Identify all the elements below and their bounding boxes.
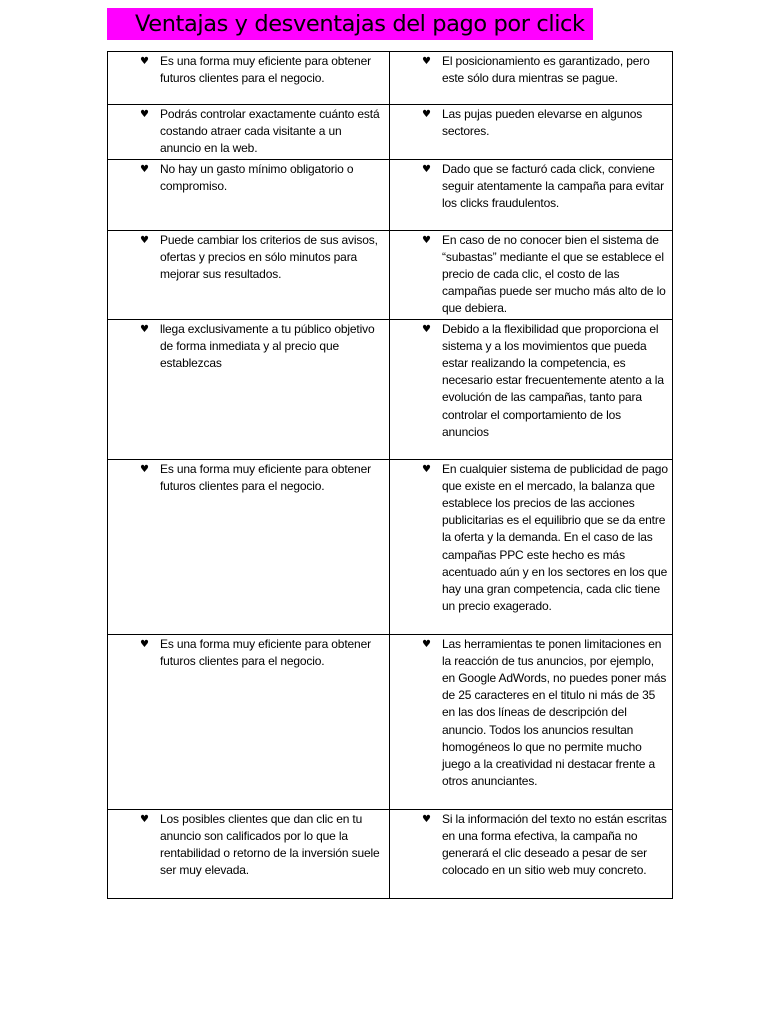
list-item bbox=[390, 232, 668, 318]
ventaja-text: Es una forma muy eficiente para obtener futuros clientes para el negocio. bbox=[160, 636, 371, 668]
page-title: Ventajas y desventajas del pago por click bbox=[135, 11, 585, 37]
heart-bullet-icon: ♥ bbox=[422, 163, 431, 175]
ventaja-text: Puede cambiar los criterios de sus avisos, ofertas y precios en sólo minutos para mejorar sus resultados. bbox=[160, 232, 378, 282]
heart-bullet-icon: ♥ bbox=[140, 463, 149, 475]
title-banner bbox=[107, 8, 593, 40]
table-row bbox=[108, 809, 673, 898]
table-row bbox=[108, 230, 673, 319]
desventaja-cell bbox=[390, 105, 673, 160]
desventaja-text: En cualquier sistema de publicidad de pago que existe en el mercado, la balanza que establece los precios de las acciones publicitarias es el equilibrio que se da entre la oferta y la demanda. En el caso de las campañas PPC este hecho es más acentuado aún y en los sectores en los que hay una gran competencia, cada clic tiene un precio exagerado. bbox=[442, 461, 668, 614]
ventaja-text: llega exclusivamente a tu público objetivo de forma inmediata y al precio que establezcas bbox=[160, 321, 375, 371]
desventaja-cell bbox=[390, 159, 673, 230]
heart-bullet-icon: ♥ bbox=[422, 56, 431, 67]
ventaja-cell bbox=[108, 230, 390, 319]
list-item bbox=[108, 232, 385, 284]
heart-bullet-icon: ♥ bbox=[422, 638, 431, 650]
heart-bullet-icon: ♥ bbox=[140, 638, 149, 650]
list-item bbox=[108, 811, 385, 880]
desventaja-cell bbox=[390, 459, 673, 634]
list-item bbox=[108, 461, 385, 495]
heart-bullet-icon: ♥ bbox=[140, 234, 149, 246]
list-item bbox=[390, 106, 668, 140]
list-item bbox=[390, 461, 668, 616]
table-row bbox=[108, 634, 673, 809]
list-item bbox=[108, 106, 385, 158]
desventaja-text: Debido a la flexibilidad que proporciona el sistema y a los movimientos que pueda estar realizando la competencia, es necesario estar frecuentemente atento a la evolución de las campañas, tanto para controlar el comportamiento de los anuncios bbox=[442, 321, 664, 439]
list-item bbox=[108, 53, 385, 87]
ventaja-cell bbox=[108, 634, 390, 809]
ventaja-cell bbox=[108, 159, 390, 230]
desventaja-cell bbox=[390, 52, 673, 105]
table-body bbox=[108, 52, 673, 899]
ventaja-cell bbox=[108, 105, 390, 160]
desventaja-text: Las pujas pueden elevarse en algunos sectores. bbox=[442, 107, 643, 139]
heart-bullet-icon: ♥ bbox=[422, 323, 431, 335]
ventaja-cell bbox=[108, 809, 390, 898]
heart-bullet-icon: ♥ bbox=[140, 323, 149, 335]
ventaja-text: No hay un gasto mínimo obligatorio o compromiso. bbox=[160, 161, 354, 193]
list-item bbox=[390, 636, 668, 791]
heart-bullet-icon: ♥ bbox=[422, 109, 431, 120]
heart-bullet-icon: ♥ bbox=[422, 234, 431, 246]
pros-cons-table bbox=[107, 51, 673, 899]
desventaja-cell bbox=[390, 230, 673, 319]
heart-bullet-icon: ♥ bbox=[140, 109, 149, 120]
list-item bbox=[390, 53, 668, 87]
ventaja-cell bbox=[108, 459, 390, 634]
desventaja-text: Las herramientas te ponen limitaciones en la reacción de tus anuncios, por ejemplo, en Google AdWords, no puedes poner más de 25 caracteres en el titulo ni más de 35 en las dos líneas de descripción del anuncio. Todos los anuncios resultan homogéneos lo que no permite mucho juego a la creatividad ni destacar frente a otros anunciantes. bbox=[442, 636, 667, 789]
ventaja-text: Es una forma muy eficiente para obtener futuros clientes para el negocio. bbox=[160, 54, 371, 86]
table-row bbox=[108, 319, 673, 459]
heart-bullet-icon: ♥ bbox=[422, 813, 431, 825]
list-item bbox=[390, 321, 668, 441]
desventaja-text: Dado que se facturó cada click, conviene seguir atentamente la campaña para evitar los clicks fraudulentos. bbox=[442, 161, 664, 211]
ventaja-text: Podrás controlar exactamente cuánto está costando atraer cada visitante a un anuncio en la web. bbox=[160, 107, 380, 156]
desventaja-text: El posicionamiento es garantizado, pero este sólo dura mientras se pague. bbox=[442, 54, 650, 86]
heart-bullet-icon: ♥ bbox=[140, 163, 149, 175]
ventaja-cell bbox=[108, 52, 390, 105]
list-item bbox=[108, 161, 385, 195]
table-row bbox=[108, 459, 673, 634]
desventaja-cell bbox=[390, 634, 673, 809]
heart-bullet-icon: ♥ bbox=[140, 813, 149, 825]
list-item bbox=[390, 161, 668, 213]
heart-bullet-icon: ♥ bbox=[422, 463, 431, 475]
heart-bullet-icon: ♥ bbox=[140, 56, 149, 67]
desventaja-cell bbox=[390, 809, 673, 898]
desventaja-text: En caso de no conocer bien el sistema de “subastas” mediante el que se establece el precio de cada clic, el costo de las campañas puede ser mucho más alto de lo que debiera. bbox=[442, 232, 666, 316]
desventaja-cell bbox=[390, 319, 673, 459]
ventaja-text: Los posibles clientes que dan clic en tu anuncio son calificados por lo que la rentabilidad o retorno de la inversión suele ser muy elevada. bbox=[160, 811, 380, 878]
list-item bbox=[108, 636, 385, 670]
list-item bbox=[108, 321, 385, 373]
desventaja-text: Si la información del texto no están escritas en una forma efectiva, la campaña no generará el clic deseado a pesar de ser colocado en un sitio web muy concreto. bbox=[442, 811, 667, 878]
table-row bbox=[108, 105, 673, 160]
table-row bbox=[108, 159, 673, 230]
table-row bbox=[108, 52, 673, 105]
ventaja-cell bbox=[108, 319, 390, 459]
list-item bbox=[390, 811, 668, 880]
ventaja-text: Es una forma muy eficiente para obtener futuros clientes para el negocio. bbox=[160, 461, 371, 493]
